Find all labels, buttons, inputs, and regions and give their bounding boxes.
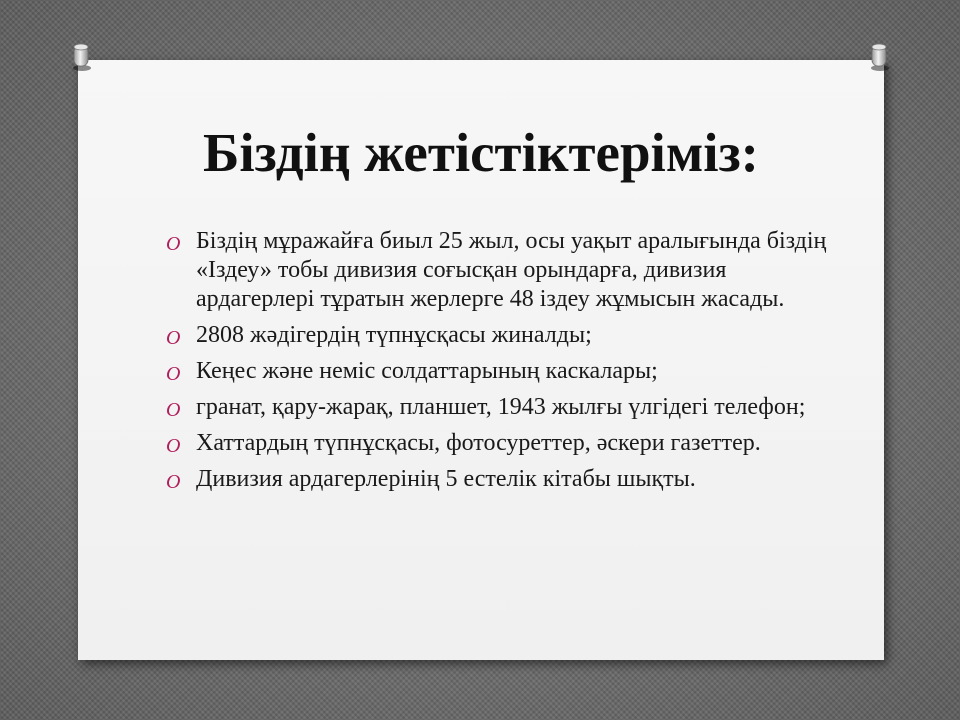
list-item (160, 465, 850, 494)
bullet-icon: O (166, 363, 181, 385)
bullet-text: Хаттардың түпнұсқасы, фотосуреттер, әскери газеттер. (196, 430, 761, 456)
bullet-text: 2808 жәдігердің түпнұсқасы жиналды; (196, 322, 592, 348)
bullet-icon: O (166, 399, 181, 421)
bullet-icon: O (166, 327, 181, 349)
bullet-text: Кеңес және неміс солдаттарының каскалары; (196, 358, 658, 384)
pushpin-icon (68, 42, 94, 72)
pushpin-icon (866, 42, 892, 72)
list-item (160, 227, 850, 314)
bullet-icon: O (166, 471, 181, 493)
bullet-icon: O (166, 233, 181, 255)
bullet-icon: O (166, 435, 181, 457)
list-item (160, 321, 850, 350)
bullet-text: гранат, қару-жарақ, планшет, 1943 жылғы үлгідегі телефон; (196, 394, 806, 420)
list-item (160, 393, 850, 422)
bullet-text: Біздің мұражайға биыл 25 жыл, осы уақыт аралығында біздің «Іздеу» тобы дивизия соғысқан орындарға, дивизия ардагерлері тұратын жерлерге 48 іздеу жұмысын жасады. (196, 228, 827, 312)
slide-title: Біздің жетістіктеріміз: (202, 122, 759, 183)
list-item (160, 357, 850, 386)
bullet-list (160, 227, 850, 501)
list-item (160, 429, 850, 458)
bullet-text: Дивизия ардагерлерінің 5 естелік кітабы шықты. (196, 466, 696, 492)
